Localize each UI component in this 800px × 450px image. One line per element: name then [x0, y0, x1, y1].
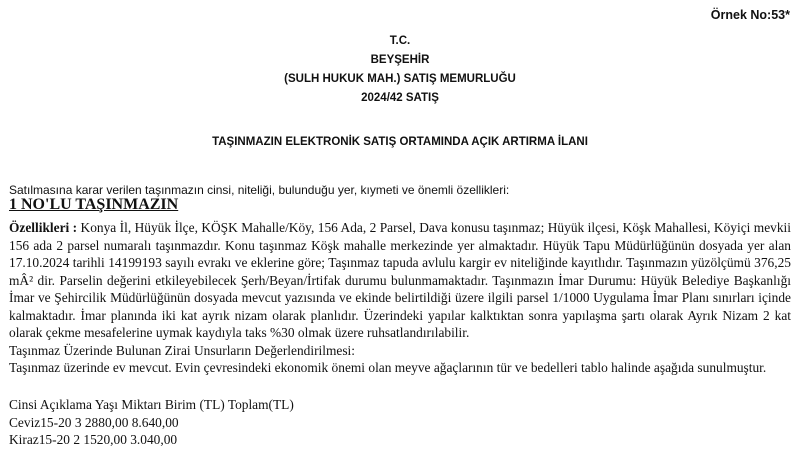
features-text: Konya İl, Hüyük İlçe, KÖŞK Mahalle/Köy, 156 Ada, 2 Parsel, Dava konusu taşınmaz; Hüyük ilçesi, Köşk Mahallesi, Köyiçi mevkii 156 ada 2 parsel numaralı taşınmazdır. Konu taşınmaz Köşk mahalle merkezinde yer almaktadır. Hüyük Tapu Müdürlüğünün dosyada yer alan 17.10.2024 tarihli 14199193 sayılı evrakı ve eklerine göre; Taşınmaz tapuda avlulu kargir ev niteliğinde kayıtlıdır. Taşınmazın yüzölçümü 376,25 mÂ² dir. Parselin değerini etkileyebilecek Şerh/Beyan/İrtifak durumu bulunmamaktadır. Taşınmazın İmar Durumu: Hüyük Belediye Başkanlığı İmar ve Şehircilik Müdürlüğünün dosyada mevcut yazısında ve ekinde belirtildiği üzere ilgili parsel 1/1000 Uygulama İmar Planı sınırları içinde kalmaktadır. İmar planında iki kat ayrık nizam olarak planlıdır. Üzerindeki yapılar kalktıktan sonra yapılaşma şartı olarak Ayrık Nizam 2 kat olarak çekme mesafelerine uymak kaydıyla taks %30 olmak üzere ruhsatlandırılabilir.	[9, 220, 791, 340]
table-row: Kiraz15-20 2 1520,00 3.040,00	[9, 432, 178, 447]
header-file-number: 2024/42 SATIŞ	[361, 92, 439, 104]
property-features-paragraph	[9, 219, 791, 342]
agricultural-description: Taşınmaz üzerinde ev mevcut. Evin çevresindeki ekonomik önemi olan meyve ağaçlarının tür ve bedelleri tablo halinde aşağıda sunulmuştur.	[9, 360, 767, 375]
header-tc: T.C.	[389, 35, 411, 47]
tree-value-table	[9, 396, 791, 449]
table-header-row: Cinsi Açıklama Yaşı Miktarı Birim (TL) Toplam(TL)	[9, 397, 294, 412]
header-office: (SULH HUKUK MAH.) SATIŞ MEMURLUĞU	[284, 73, 516, 85]
features-label: Özellikleri :	[9, 220, 78, 235]
intro-text: Satılmasına karar verilen taşınmazın cinsi, niteliği, bulunduğu yer, kıymeti ve önemli özellikleri:	[9, 183, 510, 197]
document-header	[0, 32, 800, 108]
agricultural-title: Taşınmaz Üzerinde Bulunan Zirai Unsurların Değerlendirilmesi:	[9, 343, 355, 358]
table-row: Ceviz15-20 3 2880,00 8.640,00	[9, 414, 179, 430]
property-heading: 1 NO'LU TAŞINMAZIN	[9, 196, 179, 213]
announcement-title: TAŞINMAZIN ELEKTRONİK SATIŞ ORTAMINDA AÇIK ARTIRMA İLANI	[212, 136, 588, 148]
header-city: BEYŞEHİR	[370, 54, 430, 66]
ornek-number: Örnek No:53*	[710, 8, 790, 22]
